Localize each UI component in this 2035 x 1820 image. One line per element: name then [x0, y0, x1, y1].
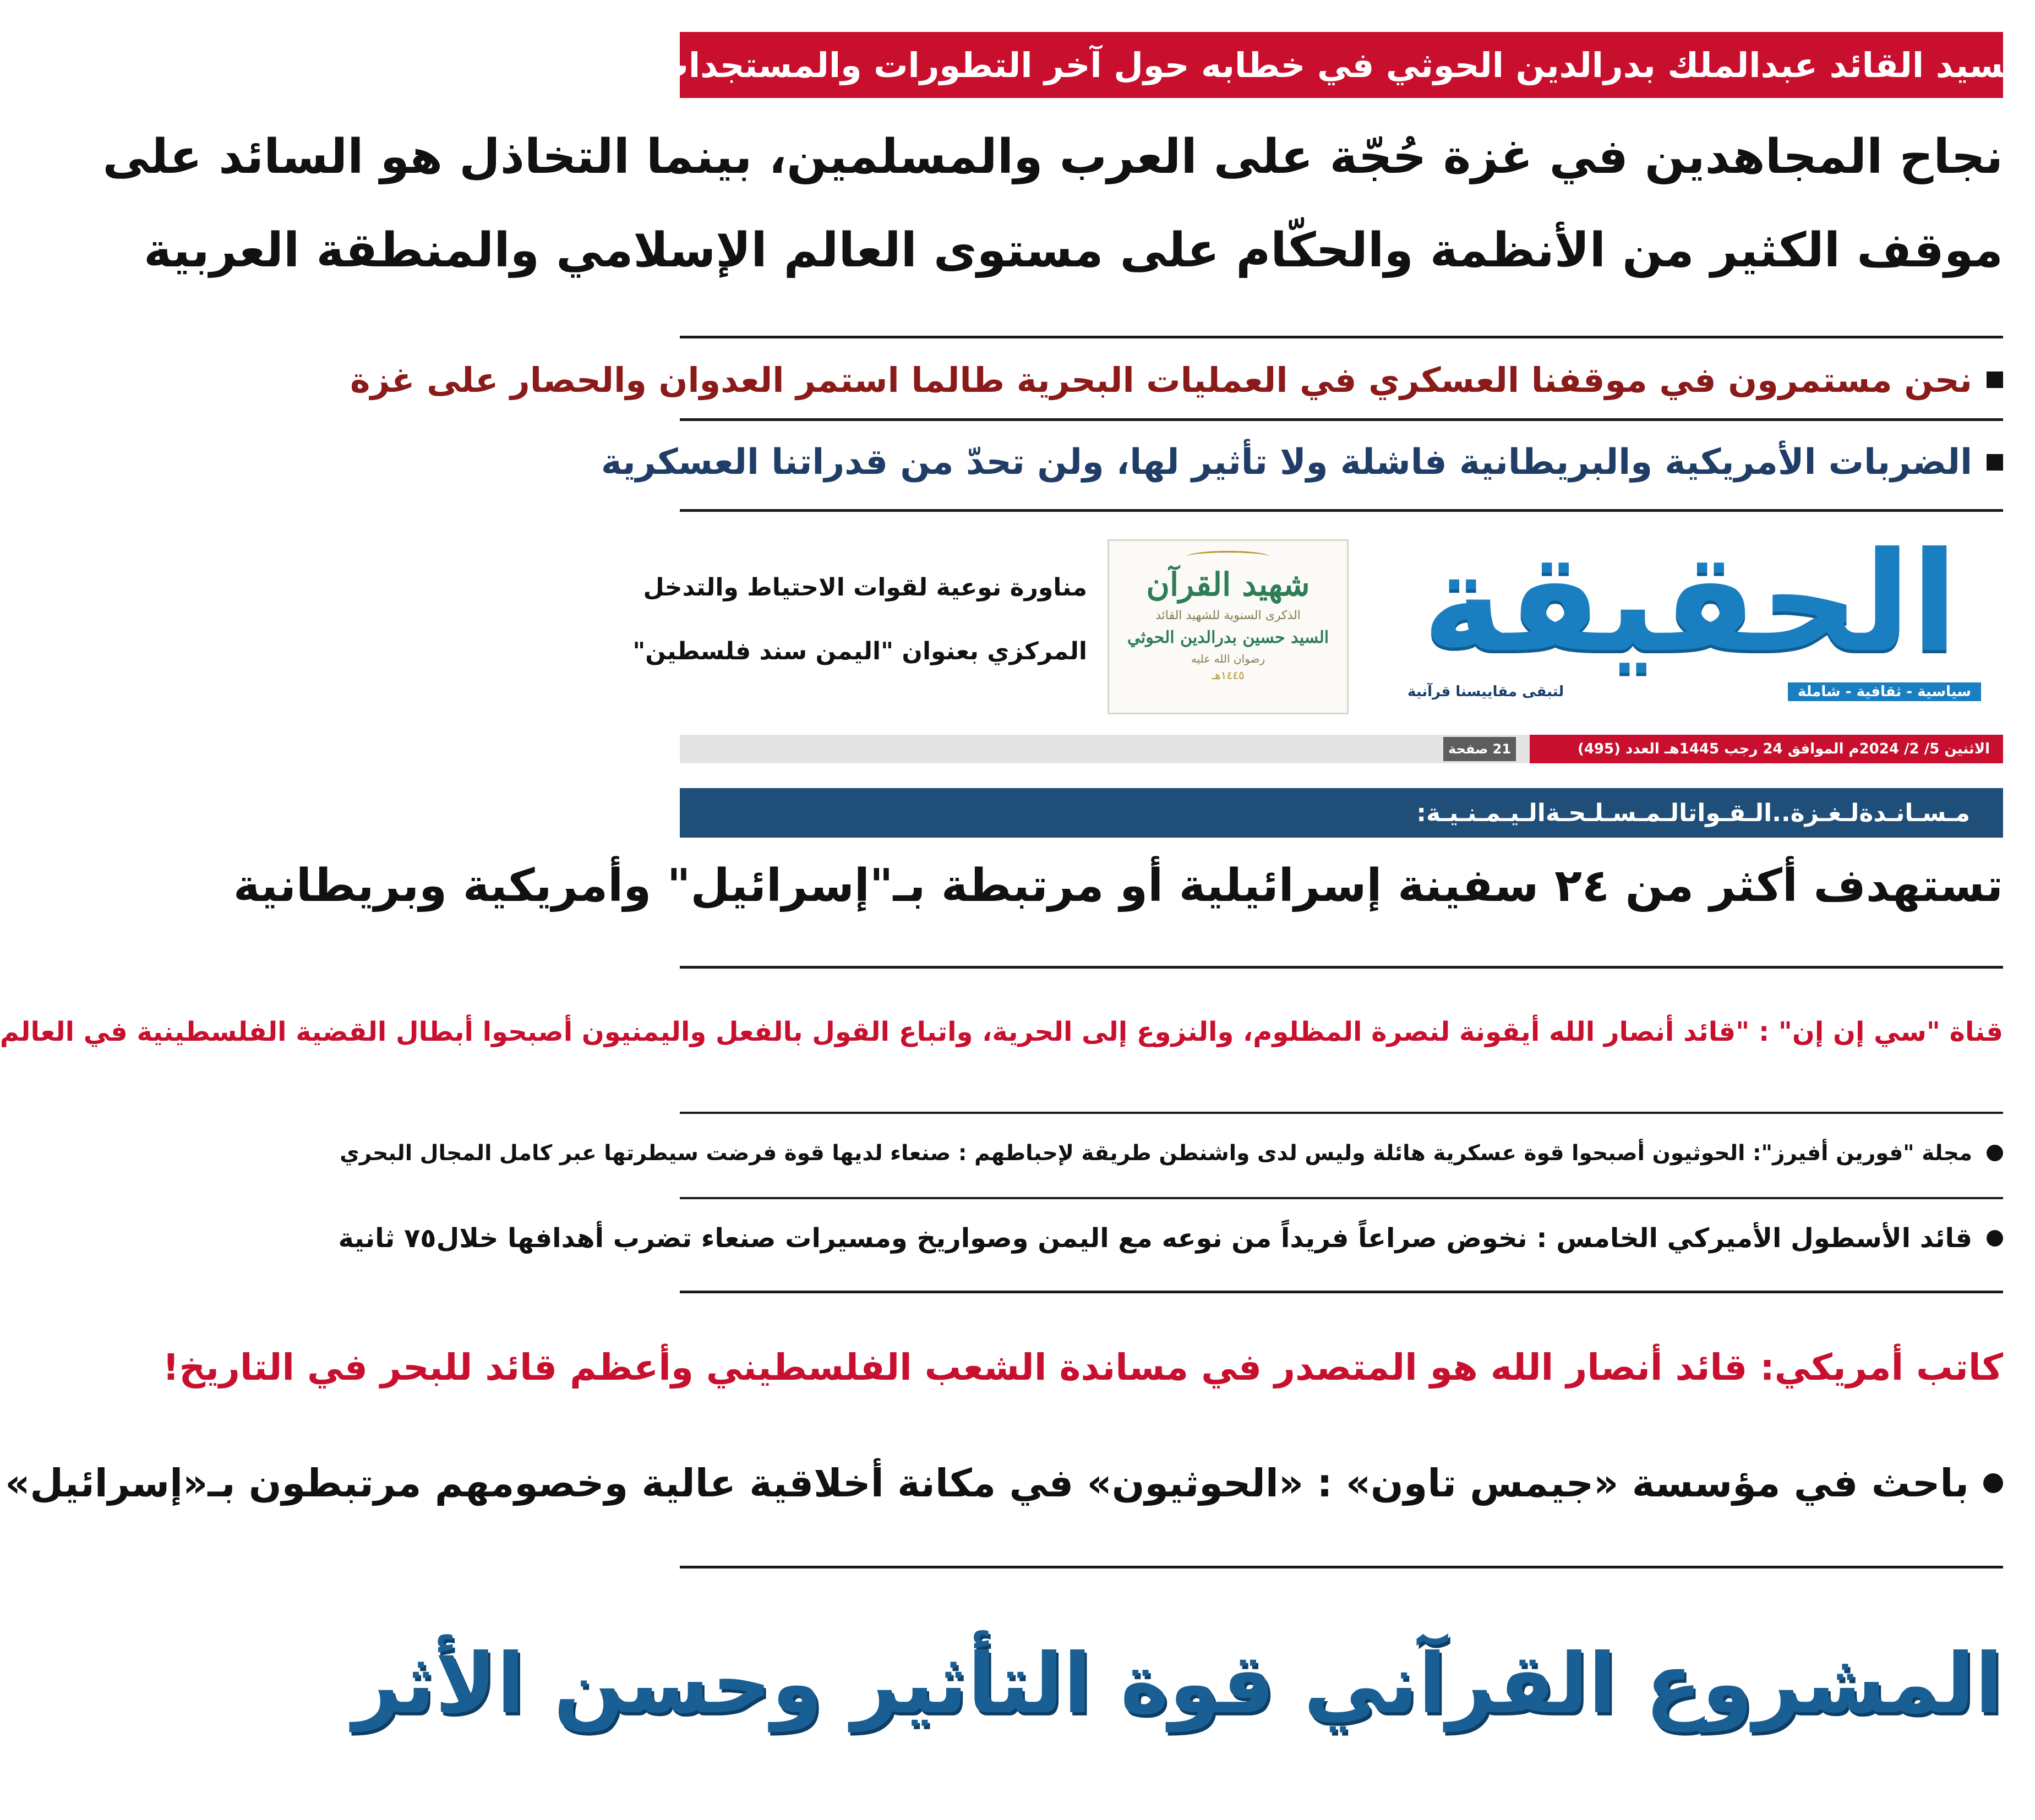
sub-point-2 [601, 429, 2003, 495]
side-story[interactable] [632, 556, 1087, 699]
divider [680, 418, 2003, 421]
ad-line-3: رضوان الله عليه [1191, 652, 1265, 665]
round-bullet-icon [1987, 1230, 2003, 1247]
main-headline-line-2: موقف الكثير من الأنظمة والحكّام على مستوى العالم الإسلامي والمنطقة العربية [144, 223, 2003, 278]
story3-headline[interactable] [0, 985, 2003, 1079]
sub-point-2-text: الضربات الأمريكية والبريطانية فاشلة ولا تأثير لها، ولن تحدّ من قدراتنا العسكرية [601, 442, 1972, 483]
divider [680, 1112, 2003, 1114]
pages-badge-text: 21 صفحة [1448, 741, 1512, 757]
bottom-headline-text: المشروع القرآني قوة التأثير وحسن الأثر [352, 1636, 2003, 1732]
divider [680, 1566, 2003, 1568]
anniversary-ad[interactable] [1107, 539, 1349, 714]
story2-headline-text: تستهدف أكثر من ٢٤ سفينة إسرائيلية أو مرتبطة بـ"إسرائيل" وأمريكية وبريطانية [233, 860, 2003, 912]
logo-tagline-bar [1398, 682, 1981, 701]
story4-point [5, 1431, 2003, 1535]
top-banner-text: السيد القائد عبدالملك بدرالدين الحوثي في خطابه حول آخر التطورات والمستجدات [654, 45, 2029, 85]
sub-point-1-text: نحن مستمرون في موقفنا العسكري في العمليات البحرية طالما استمر العدوان والحصار على غزة [350, 359, 1972, 400]
story4-headline[interactable] [162, 1315, 2003, 1420]
ad-line-1: الذكرى السنوية للشهيد القائد [1155, 609, 1301, 622]
square-bullet-icon [1987, 454, 2003, 471]
story3-headline-text: قناة "سي إن إن" : "قائد أنصار الله أيقونة لنصرة المظلوم، والنزوع إلى الحرية، واتباع القول بالفعل واليمنيون أصبحوا أبطال القضية الفلسطينية في العالم [0, 1016, 2003, 1047]
date-bar [680, 735, 2003, 763]
pages-badge [1443, 737, 1516, 761]
logo-tagline-right: سياسية - ثقافية - شاملة [1788, 682, 1981, 701]
divider [680, 1197, 2003, 1199]
story4-point-text: باحث في مؤسسة «جيمس تاون» : «الحوثيون» في مكانة أخلاقية عالية وخصومهم مرتبطون بـ«إسرائيل» [5, 1461, 1969, 1506]
side-story-line-1: مناورة نوعية لقوات الاحتياط والتدخل [643, 573, 1087, 602]
bottom-headline[interactable] [352, 1585, 2003, 1783]
issue-info [1530, 735, 2003, 763]
round-bullet-icon [1983, 1473, 2003, 1493]
story3-point-1-text: مجلة "فورين أفيرز": الحوثيون أصبحوا قوة عسكرية هائلة وليس لدى واشنطن طريقة لإحباطهم : صنعاء لديها قوة فرضت سيطرتها عبر كامل المجال البحري [340, 1140, 1972, 1166]
logo-text: الحقيقة [1422, 522, 1958, 682]
story3-point-2-text: قائد الأسطول الأميركي الخامس : نخوض صراعاً فريداً من نوعه مع اليمن وصواريخ ومسيرات صنعاء تضرب أهدافها خلال٧٥ ثانية [338, 1223, 1972, 1254]
round-bullet-icon [1987, 1145, 2003, 1161]
story3-point-2 [338, 1208, 2003, 1269]
ad-line-2: السيد حسين بدرالدين الحوثي [1127, 628, 1329, 647]
section-banner-text: مـسـانـدةلـغـزة..الـقـواتالـمـسـلـحـةالـيـمـنـيـة: [1416, 799, 1970, 827]
story2-headline[interactable] [233, 845, 2003, 927]
divider [680, 509, 2003, 512]
story4-headline-text: كاتب أمريكي: قائد أنصار الله هو المتصدر في مساندة الشعب الفلسطيني وأعظم قائد للبحر في التاريخ! [162, 1346, 2003, 1389]
section-banner [680, 788, 2003, 838]
divider [680, 966, 2003, 969]
square-bullet-icon [1987, 371, 2003, 388]
top-banner [654, 32, 2029, 98]
masthead-logo [1377, 522, 2003, 713]
ad-title: شهيد القرآن [1146, 566, 1310, 603]
logo-tagline-left: لتبقى مقاييسنا قرآنية [1407, 684, 1564, 700]
side-story-line-2: المركزي بعنوان "اليمن سند فلسطين" [632, 637, 1087, 665]
sub-point-1 [350, 350, 2003, 409]
story3-point-1 [340, 1123, 2003, 1183]
main-headline [102, 110, 2003, 319]
divider [680, 336, 2003, 338]
issue-date: الاثنين 5/ 2/ 2024م الموافق 24 رجب 1445هـ العدد (495) [1577, 741, 1990, 757]
ad-emblem-icon [1187, 551, 1269, 562]
ad-line-4: ١٤٤٥هـ [1212, 669, 1245, 682]
divider [680, 1291, 2003, 1293]
main-headline-line-1: نجاح المجاهدين في غزة حُجّة على العرب والمسلمين، بينما التخاذل هو السائد على [102, 129, 2003, 184]
